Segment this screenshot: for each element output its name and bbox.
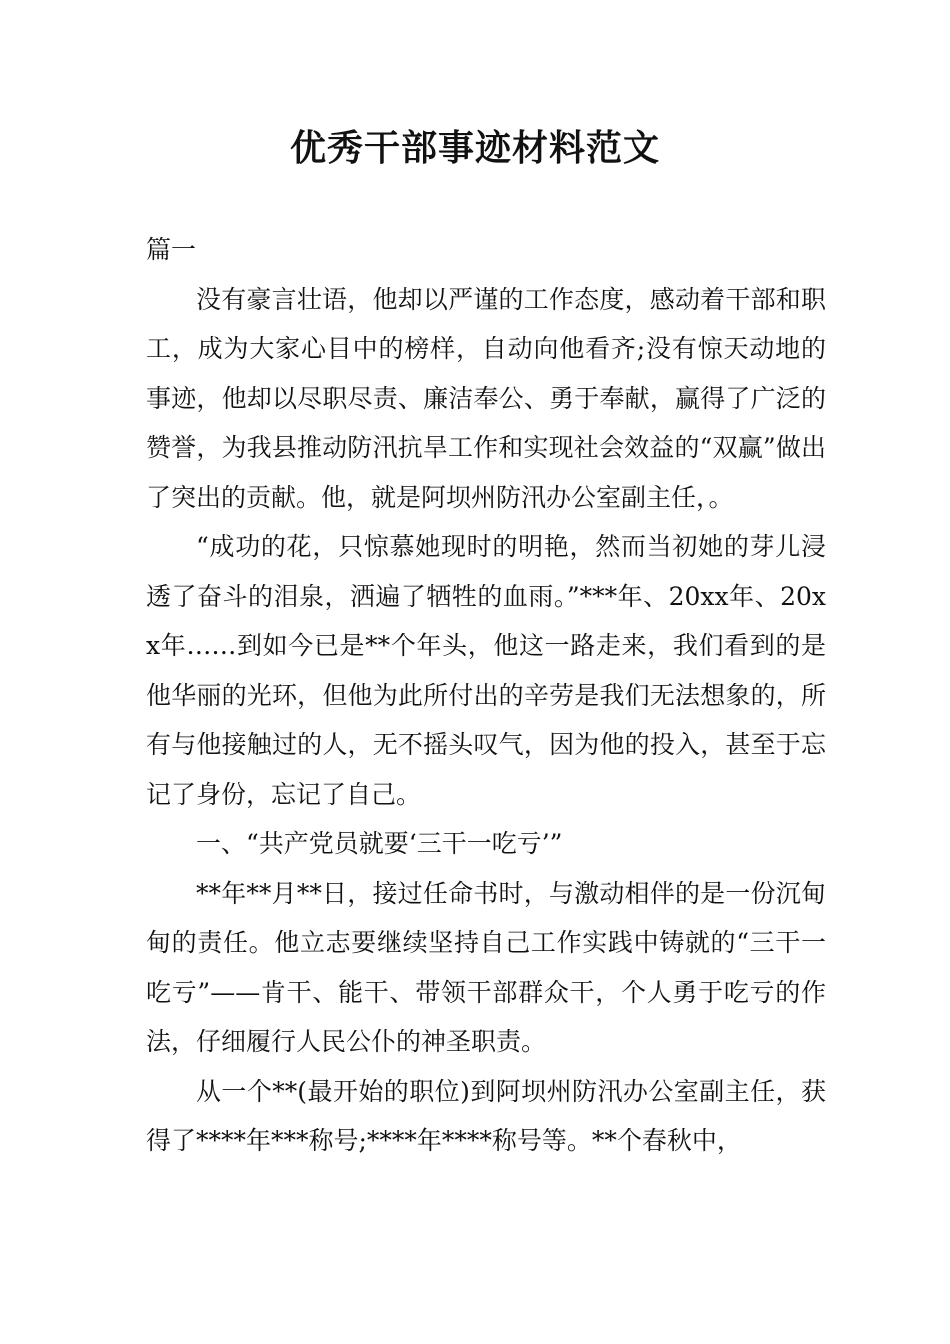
section-label: 篇一 bbox=[146, 235, 197, 264]
document-title: 优秀干部事迹材料范文 bbox=[289, 128, 660, 169]
paragraph-1: 没有豪言壮语，他却以严谨的工作态度，感动着干部和职工，成为大家心目中的榜样，自动向他看齐;没有惊天动地的事迹，他却以尽职尽责、廉洁奉公、勇于奉献，赢得了广泛的赞誉，为我县推动防汛抗旱工作和实现社会效益的“双赢”做出了突出的贡献。他，就是阿坝州防汛办公室副主任，。 bbox=[146, 284, 826, 512]
section-heading: 一、“共产党员就要‘三干一吃亏’” bbox=[196, 829, 563, 858]
paragraph-4: 从一个**(最开始的职位)到阿坝州防汛办公室副主任，获得了****年***称号;****年****称号等。**个春秋中， bbox=[146, 1076, 826, 1155]
paragraph-2: “成功的花，只惊慕她现时的明艳，然而当初她的芽儿浸透了奋斗的泪泉，洒遍了牺牲的血雨。”***年、20xx年、20xx年……到如今已是**个年头，他这一路走来，我们看到的是他华丽的光环，但他为此所付出的辛劳是我们无法想象的，所有与他接触过的人，无不摇头叹气，因为他的投入，甚至于忘记了身份，忘记了自己。 bbox=[146, 532, 826, 809]
document-body bbox=[146, 225, 826, 1166]
paragraph-3: **年**月**日，接过任命书时，与激动相伴的是一份沉甸甸的责任。他立志要继续坚持自己工作实践中铸就的“三干一吃亏”——肯干、能干、带领干部群众干，个人勇于吃亏的作法，仔细履行人民公仆的神圣职责。 bbox=[146, 878, 826, 1056]
